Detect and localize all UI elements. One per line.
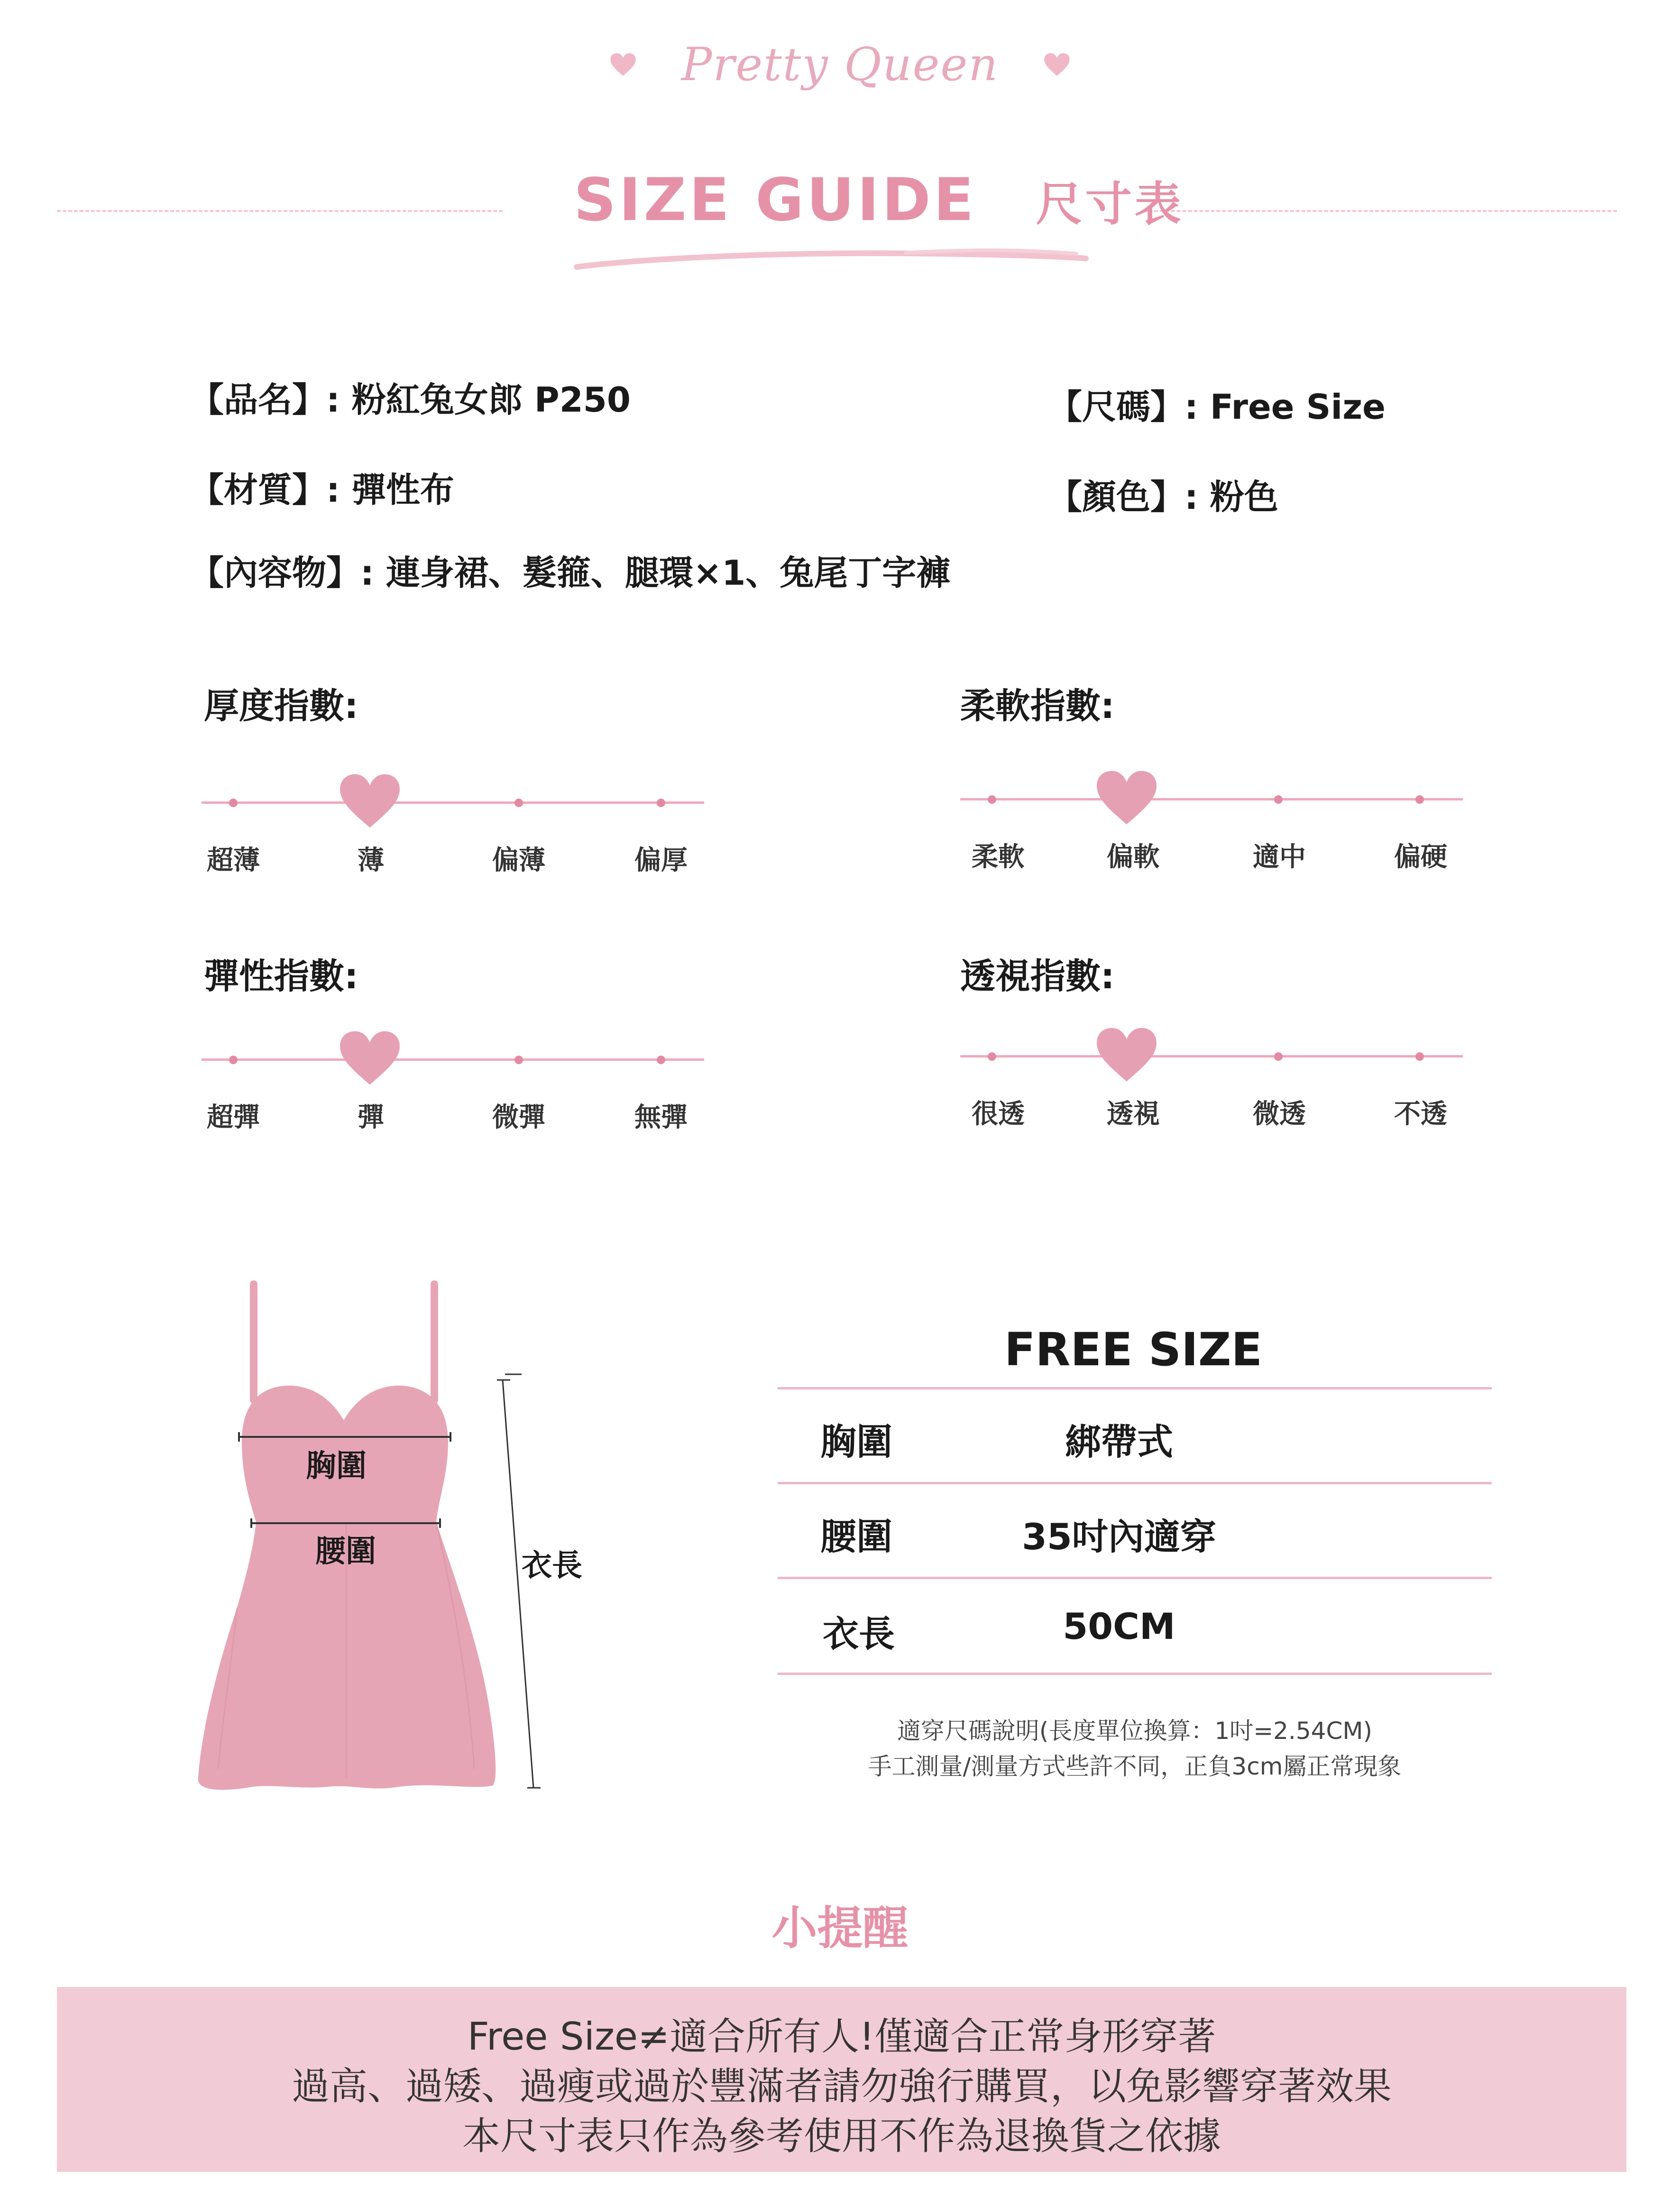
page-title [574,166,1184,242]
scale-label: 超薄 [207,845,260,876]
size-note-2: 手工測量/測量方式些許不同，正負3cm屬正常現象 [868,1753,1402,1780]
brand-header [0,38,1680,95]
dress-length-label: 衣長 [522,1548,582,1583]
dress-waist-label: 腰圍 [315,1534,376,1569]
tips-line-1: Free Size≠適合所有人!僅適合正常身形穿著 [467,2014,1216,2059]
info-size: 【尺碼】: Free Size [1048,387,1386,427]
scale-label: 偏薄 [492,845,545,876]
scale-label: 透視 [1107,1099,1160,1130]
heart-marker-icon [339,1030,401,1086]
scale-dot [988,1052,996,1061]
scale-label: 偏硬 [1394,842,1447,873]
softness-scale-line [960,798,1463,800]
scale-dot [514,1056,523,1064]
tips-line-2: 過高、過矮、過瘦或過於豐滿者請勿強行購買，以免影響穿著效果 [292,2064,1392,2108]
table-divider [778,1577,1492,1579]
tips-title: 小提醒 [771,1902,909,1955]
thickness-scale-line [202,801,704,804]
heart-icon [610,53,636,76]
transparency-index-title: 透視指數: [960,956,1115,997]
scale-label: 偏厚 [634,845,688,876]
scale-label: 薄 [358,845,384,876]
heart-marker-icon [339,773,401,829]
info-color: 【顏色】: 粉色 [1048,477,1278,517]
scale-label: 很透 [972,1099,1025,1130]
heart-marker-icon [1095,1027,1158,1083]
brush-underline [574,239,1091,273]
table-row-label: 胸圍 [820,1421,892,1463]
info-contents: 【內容物】: 連身裙、髮箍、腿環×1、兔尾丁字褲 [190,553,951,593]
scale-label: 微彈 [492,1102,545,1133]
scale-label: 柔軟 [972,842,1025,873]
table-row-label: 腰圍 [820,1516,892,1558]
thickness-index-title: 厚度指數: [204,686,358,726]
dress-chest-label: 胸圍 [306,1449,367,1484]
elasticity-index-title: 彈性指數: [204,956,358,997]
tips-line-3: 本尺寸表只作為參考使用不作為退換貨之依據 [462,2114,1221,2158]
scale-dot [1274,795,1283,804]
scale-label: 彈 [358,1102,384,1133]
title-en: SIZE GUIDE [574,166,977,234]
scale-dot [229,799,238,807]
info-name: 【品名】: 粉紅兔女郎 P250 [190,380,631,420]
table-divider [778,1387,1492,1389]
scale-dot [657,799,665,807]
table-row-value: 綁帶式 [1065,1421,1173,1463]
scale-dot [657,1056,665,1064]
scale-dot [1274,1052,1283,1061]
dashed-divider-left [57,210,503,212]
size-table-header: FREE SIZE [1004,1323,1263,1376]
table-row-value: 35吋內適穿 [1022,1516,1216,1558]
table-row-value: 50CM [1063,1605,1175,1647]
scale-label: 適中 [1253,842,1306,873]
brand-name: Pretty Queen [681,38,999,91]
scale-label: 超彈 [207,1102,260,1133]
dashed-divider-right [1143,210,1617,212]
table-divider [778,1673,1492,1675]
scale-label: 無彈 [634,1102,688,1133]
info-material: 【材質】: 彈性布 [190,470,454,510]
title-zh: 尺寸表 [1036,177,1184,231]
scale-dot [229,1056,238,1064]
heart-icon [1044,53,1070,76]
scale-label: 偏軟 [1107,842,1160,873]
scale-label: 不透 [1394,1099,1447,1130]
scale-dot [1415,1052,1424,1061]
scale-dot [514,799,523,807]
size-note-1: 適穿尺碼說明(長度單位換算：1吋=2.54CM) [897,1717,1373,1745]
table-row-label: 衣長 [823,1613,895,1655]
scale-dot [1415,795,1424,804]
heart-marker-icon [1095,770,1158,826]
elasticity-scale-line [202,1058,704,1061]
scale-label: 微透 [1253,1099,1306,1130]
softness-index-title: 柔軟指數: [960,686,1115,726]
table-divider [778,1482,1492,1484]
transparency-scale-line [960,1055,1463,1058]
scale-dot [988,795,996,804]
